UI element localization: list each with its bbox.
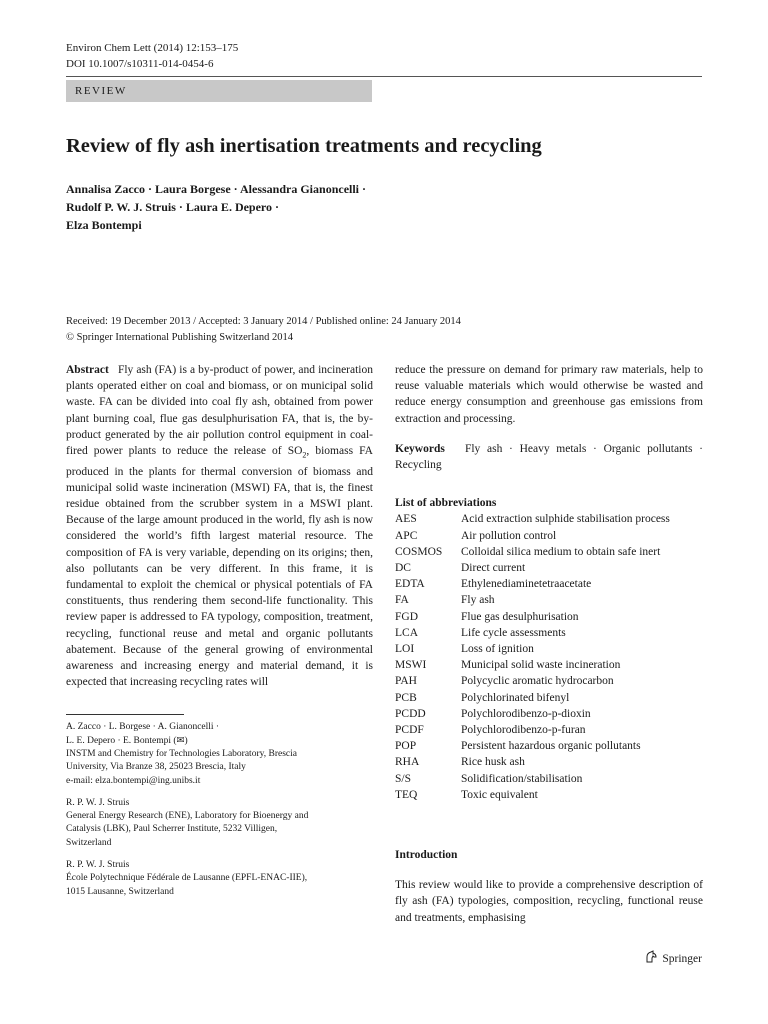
affiliation-email[interactable]: e-mail: elza.bontempi@ing.unibs.it (66, 775, 201, 786)
keywords-text: Fly ash · Heavy metals · Organic pollutants · Recycling (395, 442, 703, 472)
abbreviation-row (395, 690, 703, 706)
abbreviation-code: POP (395, 740, 417, 753)
abbreviation-code: AES (395, 513, 417, 526)
abbreviation-definition: Persistent hazardous organic pollutants (461, 740, 641, 753)
affiliation-separator (66, 714, 184, 715)
abbreviation-definition: Acid extraction sulphide stabilisation process (461, 513, 670, 526)
publication-dates (66, 314, 706, 346)
affiliation-address: Catalysis (LBK), Paul Scherrer Institute, 5232 Villigen, (66, 824, 278, 835)
affiliation-names: R. P. W. J. Struis (66, 860, 130, 871)
author-line: Elza Bontempi (66, 218, 142, 232)
affiliation-address: University, Via Branze 38, 25023 Brescia, Italy (66, 762, 246, 773)
copyright-line: © Springer International Publishing Switzerland 2014 (66, 332, 293, 343)
affiliation-names: R. P. W. J. Struis (66, 797, 130, 808)
abbreviation-code: S/S (395, 772, 411, 785)
abbreviation-row (395, 592, 703, 608)
abbreviation-definition: Solidification/stabilisation (461, 772, 583, 785)
abbreviation-row (395, 787, 703, 803)
article-title: Review of fly ash inertisation treatments and recycling (66, 135, 542, 157)
abbreviation-code: PAH (395, 675, 417, 688)
abbreviation-definition: Fly ash (461, 594, 495, 607)
history-dates: Received: 19 December 2013 / Accepted: 3 January 2014 / Published online: 24 January 2014 (66, 316, 461, 327)
abbreviation-definition: Loss of ignition (461, 643, 534, 656)
abstract-continuation: reduce the pressure on demand for primary raw materials, help to reuse valuable materials which would otherwise be wasted and reduce energy consumption and greenhouse gas emissions from extraction and processing. (395, 364, 703, 425)
affiliations (66, 721, 373, 899)
abstract-text-part-1: Fly ash (FA) is a by-product of power, and incineration plants operated either on coal and biomass, or on municipal solid waste. FA can be divided into coal fly ash, obtained from power plant burning coal, flue gas desulphurisation FA, that is, the by-product generated by the air pollution control equipment in coal-fired power plants to reduce the release of SO (66, 364, 374, 458)
springer-horse-icon (644, 950, 658, 967)
abbreviation-row (395, 722, 703, 738)
abbreviation-row (395, 738, 703, 754)
abbreviation-code: FGD (395, 610, 419, 623)
publisher-mark (644, 950, 702, 967)
abbreviation-row (395, 560, 703, 576)
abbreviation-row (395, 641, 703, 657)
abbreviation-row (395, 528, 703, 544)
affiliation-names: L. E. Depero · E. Bontempi (✉) (66, 735, 188, 746)
section-label: REVIEW (66, 80, 372, 102)
abstract-text-part-2: , biomass FA produced in the plants for thermal conversion of biomass and municipal solid waste incineration (MSWI) FA, that is, the finest residue obtained from the scrubber system in a MSWI plant. Because of the large amount produced in the world, fly ash is now considered the world’s fifth largest material resource. The composition of FA is very variable, depending on its origins; then, also pollutants can be very different. In this frame, it is fundamental to exploit the chemical or physical potentials of FA constituents, thus rendering them second-life functionality. This review paper is addressed to FA typology, composition, treatment, recycling, functional reuse and metal and organic pollutants abatement. Because of the general growing of environmental awareness and increasing energy and material demand, it is expected that increasing recycling rates will (66, 445, 373, 689)
abbreviation-row (395, 609, 703, 625)
abbreviation-row (395, 511, 703, 527)
publisher-name: Springer (662, 952, 702, 965)
abbreviation-row (395, 771, 703, 787)
abbreviations-heading: List of abbreviations (395, 497, 497, 510)
abbreviation-definition: Flue gas desulphurisation (461, 610, 579, 623)
abbreviation-code: RHA (395, 756, 420, 769)
abbreviation-row (395, 706, 703, 722)
abbreviation-definition: Direct current (461, 562, 526, 575)
affiliation-block (66, 859, 373, 899)
left-column (66, 362, 373, 899)
abbreviation-row (395, 576, 703, 592)
abbreviation-code: PCDD (395, 707, 426, 720)
abbreviation-row (395, 754, 703, 770)
abstract-heading: Abstract (66, 364, 109, 376)
affiliation-address: 1015 Lausanne, Switzerland (66, 886, 174, 897)
abbreviation-list (395, 511, 703, 803)
affiliation-address: École Polytechnique Fédérale de Lausanne (EPFL-ENAC-IIE), (66, 873, 308, 884)
abbreviation-definition: Polychlorodibenzo-p-dioxin (461, 707, 591, 720)
abbreviation-definition: Toxic equivalent (461, 788, 538, 801)
abbreviation-code: EDTA (395, 578, 425, 591)
affiliation-block (66, 721, 373, 787)
abbreviation-row (395, 544, 703, 560)
abbreviation-definition: Polychlorodibenzo-p-furan (461, 724, 586, 737)
right-column (395, 362, 703, 926)
abbreviation-code: APC (395, 529, 418, 542)
abstract (66, 362, 373, 690)
affiliation-address: General Energy Research (ENE), Laboratory for Bioenergy and (66, 811, 309, 822)
introduction-text: This review would like to provide a comprehensive description of fly ash (FA) typologies, composition, recycling, functional reuse and treatments, emphasising (395, 879, 703, 924)
author-line: Annalisa Zacco · Laura Borgese · Alessandra Gianoncelli · (66, 182, 367, 196)
journal-citation: Environ Chem Lett (2014) 12:153–175 (66, 42, 239, 54)
abbreviation-definition: Polychlorinated bifenyl (461, 691, 570, 704)
author-line: Rudolf P. W. J. Struis · Laura E. Depero · (66, 200, 280, 214)
affiliation-names: A. Zacco · L. Borgese · A. Gianoncelli · (66, 722, 220, 733)
abbreviation-definition: Life cycle assessments (461, 626, 566, 639)
author-list (66, 180, 666, 234)
abbreviation-code: LCA (395, 626, 418, 639)
journal-header (66, 40, 238, 72)
abbreviation-code: PCDF (395, 724, 424, 737)
header-rule (66, 76, 702, 77)
abbreviation-code: COSMOS (395, 545, 443, 558)
abstract-subscript: 2 (302, 450, 307, 460)
abbreviation-row (395, 625, 703, 641)
abbreviation-row (395, 673, 703, 689)
abbreviation-definition: Colloidal silica medium to obtain safe inert (461, 545, 661, 558)
keywords (395, 441, 703, 473)
abbreviation-code: DC (395, 562, 411, 575)
abbreviation-code: LOI (395, 643, 415, 656)
abbreviation-definition: Air pollution control (461, 529, 557, 542)
abbreviation-code: TEQ (395, 788, 418, 801)
abbreviation-definition: Rice husk ash (461, 756, 525, 769)
abbreviation-code: FA (395, 594, 409, 607)
affiliation-address: Switzerland (66, 837, 112, 848)
introduction-heading: Introduction (395, 849, 458, 862)
affiliation-address: INSTM and Chemistry for Technologies Laboratory, Brescia (66, 748, 297, 759)
affiliation-block (66, 797, 373, 850)
abbreviation-row (395, 657, 703, 673)
abbreviation-code: MSWI (395, 659, 427, 672)
keywords-heading: Keywords (395, 442, 445, 455)
abbreviation-code: PCB (395, 691, 417, 704)
abbreviation-definition: Polycyclic aromatic hydrocarbon (461, 675, 614, 688)
abbreviation-definition: Ethylenediaminetetraacetate (461, 578, 592, 591)
abbreviation-definition: Municipal solid waste incineration (461, 659, 621, 672)
doi: DOI 10.1007/s10311-014-0454-6 (66, 58, 214, 70)
